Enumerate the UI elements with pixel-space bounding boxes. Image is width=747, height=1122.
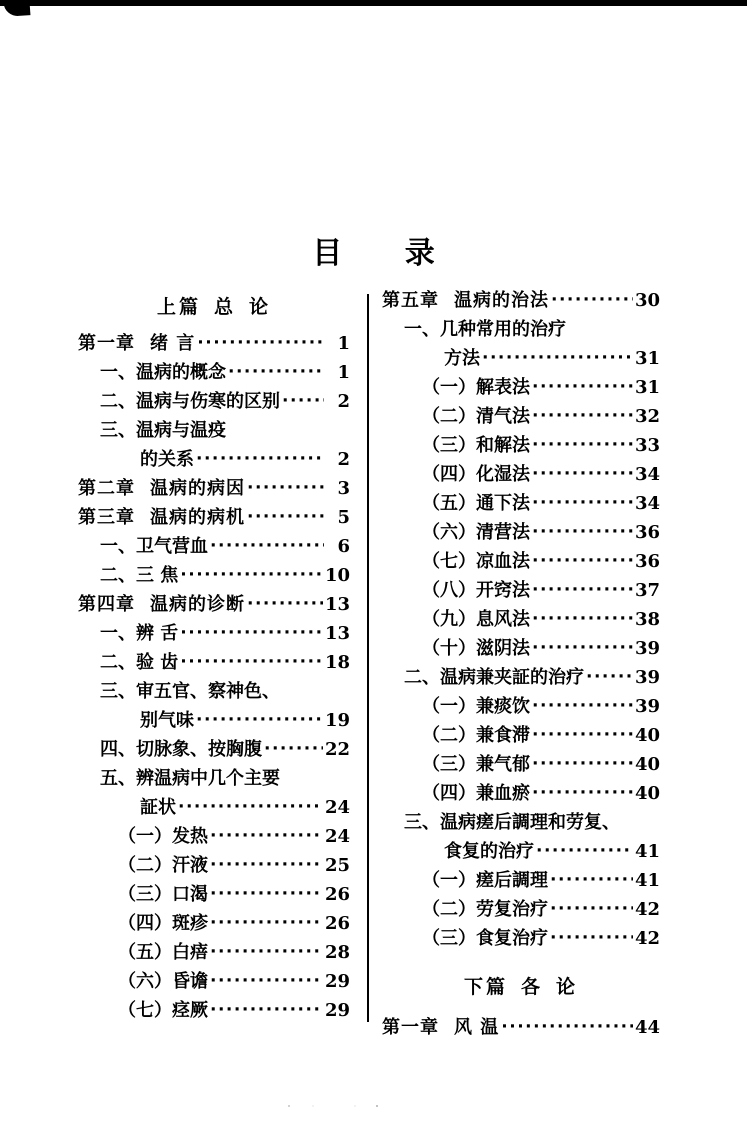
- toc-entry-text: 劳复治疗: [476, 899, 548, 920]
- toc-entry-label: [382, 1019, 499, 1037]
- toc-leader-dots: [551, 292, 633, 309]
- toc-entry-number: 第四章: [78, 594, 135, 615]
- toc-entry-number: 五、: [100, 768, 136, 789]
- toc-column-right: [382, 292, 660, 1048]
- toc-entry-number: （四）: [422, 464, 476, 485]
- toc-page-number: 31: [634, 377, 660, 398]
- toc-leader-dots: [210, 886, 323, 903]
- toc-entry-text: 瘥后調理: [476, 870, 548, 891]
- toc-page-number: 36: [634, 551, 660, 572]
- toc-page-number: 37: [634, 580, 660, 601]
- toc-page-number: 26: [324, 913, 350, 934]
- toc-leader-dots: [532, 640, 633, 657]
- toc-entry-text: 三 焦: [136, 565, 179, 586]
- toc-entry-label: [422, 785, 530, 803]
- toc-entry-label: [118, 857, 208, 875]
- toc-entry[interactable]: [382, 785, 660, 803]
- toc-page-number: 34: [634, 493, 660, 514]
- toc-entry-number: 二、: [404, 667, 440, 688]
- toc-leader-dots: [532, 466, 633, 483]
- toc-leader-dots: [178, 799, 323, 816]
- toc-entry-text: 斑疹: [172, 913, 208, 934]
- toc-page-number: 29: [324, 1000, 350, 1021]
- toc-entry-number: （一）: [422, 377, 476, 398]
- toc-page-number: 3: [337, 478, 350, 499]
- toc-entry-number: 三、: [404, 812, 440, 833]
- toc-entry[interactable]: [382, 727, 660, 745]
- toc-leader-dots: [532, 582, 633, 599]
- toc-page-number: 33: [634, 435, 660, 456]
- toc-entry-label: [422, 437, 530, 455]
- toc-entry[interactable]: [78, 973, 350, 991]
- toc-entry[interactable]: [382, 408, 660, 426]
- toc-entry-number: （一）: [422, 870, 476, 891]
- toc-entry-number: （八）: [422, 580, 476, 601]
- toc-entry[interactable]: [382, 553, 660, 571]
- toc-entry-number: 一、: [100, 623, 136, 644]
- toc-entry-label: [422, 408, 530, 426]
- toc-entry-list-right-top: [382, 292, 660, 948]
- toc-entry[interactable]: [382, 495, 660, 513]
- section-heading-part-c: 论: [556, 976, 579, 998]
- toc-entry-number: 一、: [404, 319, 440, 340]
- toc-entry-number: 四、: [100, 739, 136, 760]
- section-heading-part-c: 论: [249, 296, 272, 318]
- toc-leader-dots: [228, 364, 324, 381]
- toc-entry-label: [118, 973, 208, 991]
- toc-entry-text: 温病瘥后調理和劳复、: [440, 812, 620, 833]
- toc-entry-text: 清气法: [476, 406, 530, 427]
- toc-entry-text: 痉厥: [172, 1000, 208, 1021]
- toc-entry-number: （二）: [422, 406, 476, 427]
- toc-entry[interactable]: [382, 1019, 660, 1037]
- toc-page-number: 29: [324, 971, 350, 992]
- toc-entry-label: [422, 930, 548, 948]
- section-heading-xiapian: [382, 972, 660, 999]
- toc-entry-number: 第二章: [78, 478, 135, 499]
- toc-entry-text: 辨 舌: [136, 623, 179, 644]
- toc-entry-text: 温病的病机: [150, 507, 245, 528]
- toc-entry[interactable]: [382, 321, 660, 339]
- page-title: 目 录: [312, 236, 461, 271]
- toc-entry-number: 三、: [100, 420, 136, 441]
- toc-page-number: 10: [324, 565, 350, 586]
- toc-entry-label: [100, 364, 226, 382]
- toc-entry-text: 清营法: [476, 522, 530, 543]
- toc-page-number: 1: [337, 333, 350, 354]
- toc-entry[interactable]: [78, 567, 350, 585]
- toc-entry-label: [422, 872, 548, 890]
- toc-leader-dots: [532, 727, 633, 744]
- toc-leader-dots: [247, 509, 324, 526]
- toc-entry-label: [422, 582, 530, 600]
- toc-entry[interactable]: [78, 538, 350, 556]
- section-heading-part-b: 各: [520, 976, 543, 998]
- toc-page-number: 39: [634, 638, 660, 659]
- toc-page-number: 44: [634, 1017, 660, 1038]
- toc-leader-dots: [247, 480, 324, 497]
- toc-entry-text: 兼食滞: [476, 725, 530, 746]
- toc-entry-text: 温病兼夹証的治疗: [440, 667, 584, 688]
- toc-entry-number: 第三章: [78, 507, 135, 528]
- toc-leader-dots: [247, 596, 323, 613]
- scan-artifact-corner: [4, 1, 31, 17]
- toc-leader-dots: [532, 698, 633, 715]
- section-heading-part-b: 总: [213, 296, 236, 318]
- toc-entry-text: 辨温病中几个主要: [136, 768, 280, 789]
- toc-entry-label: [100, 393, 280, 411]
- toc-entry-text: 绪 言: [150, 333, 196, 354]
- toc-page-number: 24: [324, 826, 350, 847]
- toc-entry-number: （六）: [422, 522, 476, 543]
- toc-entry-number: （三）: [422, 754, 476, 775]
- toc-entry-text: 兼血瘀: [476, 783, 530, 804]
- toc-entry-label: [422, 466, 530, 484]
- toc-page-number: 24: [324, 797, 350, 818]
- toc-page-number: 26: [324, 884, 350, 905]
- toc-entry-number: （七）: [422, 551, 476, 572]
- toc-page-number: 19: [324, 710, 350, 731]
- toc-entry-label: [78, 509, 245, 527]
- toc-entry-number: 一、: [100, 536, 136, 557]
- toc-entry[interactable]: [78, 828, 350, 846]
- toc-entry-label: [100, 654, 178, 672]
- toc-leader-dots: [532, 785, 633, 802]
- toc-entry-label: [78, 596, 245, 614]
- toc-page-number: 1: [337, 362, 350, 383]
- toc-entry-label: [422, 727, 530, 745]
- toc-entry-label: [444, 843, 534, 861]
- toc-entry[interactable]: [382, 292, 660, 310]
- toc-entry-text: 切脉象、按胸腹: [136, 739, 262, 760]
- toc-entry-text: 通下法: [476, 493, 530, 514]
- toc-entry-text: 滋阴法: [476, 638, 530, 659]
- toc-page-number: 40: [634, 783, 660, 804]
- toc-entry-text: 証状: [140, 797, 176, 818]
- toc-entry-label: [422, 756, 530, 774]
- toc-entry-label: [100, 770, 280, 788]
- toc-leader-dots: [532, 379, 633, 396]
- toc-leader-dots: [180, 567, 323, 584]
- toc-entry[interactable]: [78, 393, 350, 411]
- toc-column-left: [78, 292, 350, 1031]
- toc-entry-number: 第五章: [382, 290, 439, 311]
- toc-page-number: 41: [634, 841, 660, 862]
- toc-entry-label: [422, 495, 530, 513]
- toc-entry-text: 的关系: [140, 449, 194, 470]
- toc-entry-text: 口渴: [172, 884, 208, 905]
- toc-leader-dots: [210, 538, 324, 555]
- toc-leader-dots: [210, 828, 323, 845]
- toc-page-number: 39: [634, 667, 660, 688]
- toc-page-number: 30: [634, 290, 660, 311]
- toc-entry-label: [422, 524, 530, 542]
- toc-entry[interactable]: [78, 480, 350, 498]
- toc-page-number: 5: [337, 507, 350, 528]
- toc-entry[interactable]: [78, 422, 350, 440]
- toc-entry[interactable]: [382, 669, 660, 687]
- toc-entry-text: 审五官、察神色、: [136, 681, 280, 702]
- section-heading-part-a: 上篇: [156, 296, 201, 318]
- toc-page-number: 6: [337, 536, 350, 557]
- toc-leader-dots: [180, 625, 323, 642]
- toc-entry-number: 三、: [100, 681, 136, 702]
- toc-entry-text: 兼气郁: [476, 754, 530, 775]
- toc-entry-text: 解表法: [476, 377, 530, 398]
- toc-page-number: 40: [634, 725, 660, 746]
- toc-entry-text: 白㾦: [172, 942, 208, 963]
- toc-entry-list-left: [78, 335, 350, 1020]
- toc-entry[interactable]: [78, 915, 350, 933]
- toc-leader-dots: [282, 393, 324, 410]
- toc-entry-label: [140, 799, 176, 817]
- toc-entry-label: [140, 451, 194, 469]
- toc-entry-label: [422, 611, 530, 629]
- toc-entry-text: 验 齿: [136, 652, 179, 673]
- toc-entry[interactable]: [78, 364, 350, 382]
- toc-entry-number: （四）: [422, 783, 476, 804]
- toc-entry-number: （三）: [422, 928, 476, 949]
- toc-entry-label: [100, 422, 226, 440]
- toc-entry[interactable]: [382, 872, 660, 890]
- toc-entry-number: 第一章: [78, 333, 135, 354]
- toc-entry[interactable]: [382, 843, 660, 861]
- toc-entry-text: 汗液: [172, 855, 208, 876]
- toc-leader-dots: [532, 553, 633, 570]
- toc-entry-label: [118, 886, 208, 904]
- toc-entry-label: [422, 640, 530, 658]
- toc-page-number: 42: [634, 899, 660, 920]
- toc-page-number: 13: [324, 623, 350, 644]
- toc-entry[interactable]: [382, 901, 660, 919]
- toc-entry-label: [404, 321, 566, 339]
- toc-page-number: 25: [324, 855, 350, 876]
- toc-entry-list-right-bottom: [382, 1019, 660, 1037]
- toc-page-number: 34: [634, 464, 660, 485]
- toc-entry-number: （四）: [118, 913, 172, 934]
- toc-page-number: 22: [324, 739, 350, 760]
- toc-leader-dots: [550, 901, 633, 918]
- toc-entry-label: [100, 683, 280, 701]
- toc-entry-label: [444, 350, 480, 368]
- toc-entry-text: 温病的概念: [136, 362, 226, 383]
- toc-entry[interactable]: [382, 814, 660, 832]
- toc-entry-label: [100, 538, 208, 556]
- toc-entry[interactable]: [78, 509, 350, 527]
- toc-entry[interactable]: [382, 756, 660, 774]
- toc-entry[interactable]: [382, 611, 660, 629]
- toc-leader-dots: [210, 944, 323, 961]
- toc-entry-number: （九）: [422, 609, 476, 630]
- toc-entry-number: （五）: [118, 942, 172, 963]
- toc-entry-number: 二、: [100, 565, 136, 586]
- toc-entry-number: （五）: [422, 493, 476, 514]
- toc-page-number: 42: [634, 928, 660, 949]
- toc-entry-number: （三）: [118, 884, 172, 905]
- toc-leader-dots: [532, 408, 633, 425]
- toc-entry-text: 温病的病因: [150, 478, 245, 499]
- toc-entry-number: （二）: [422, 899, 476, 920]
- toc-entry[interactable]: [382, 466, 660, 484]
- toc-leader-dots: [197, 335, 324, 352]
- toc-entry-number: （七）: [118, 1000, 172, 1021]
- toc-entry[interactable]: [382, 640, 660, 658]
- toc-entry-number: （六）: [118, 971, 172, 992]
- toc-page-number: 2: [337, 449, 350, 470]
- toc-entry-text: 开窍法: [476, 580, 530, 601]
- toc-entry-number: 二、: [100, 652, 136, 673]
- toc-leader-dots: [532, 495, 633, 512]
- toc-entry-label: [422, 553, 530, 571]
- toc-entry-text: 息风法: [476, 609, 530, 630]
- toc-entry-text: 和解法: [476, 435, 530, 456]
- scan-artifact-specks: [285, 1104, 405, 1109]
- toc-leader-dots: [586, 669, 633, 686]
- toc-entry-label: [118, 915, 208, 933]
- toc-entry[interactable]: [382, 437, 660, 455]
- toc-entry-text: 温病的治法: [454, 290, 549, 311]
- toc-entry[interactable]: [382, 350, 660, 368]
- toc-entry-label: [140, 712, 194, 730]
- toc-page-number: 28: [324, 942, 350, 963]
- toc-leader-dots: [196, 712, 323, 729]
- toc-entry-number: 二、: [100, 391, 136, 412]
- toc-entry[interactable]: [78, 335, 350, 353]
- toc-entry[interactable]: [78, 741, 350, 759]
- toc-entry-text: 温病与温疫: [136, 420, 226, 441]
- toc-entry[interactable]: [78, 857, 350, 875]
- toc-entry[interactable]: [78, 654, 350, 672]
- toc-entry-text: 别气味: [140, 710, 194, 731]
- toc-entry-label: [422, 379, 530, 397]
- toc-entry[interactable]: [78, 683, 350, 701]
- toc-entry-label: [118, 828, 208, 846]
- toc-entry-label: [404, 814, 620, 832]
- toc-entry-number: （二）: [422, 725, 476, 746]
- toc-entry-text: 食复的治疗: [444, 841, 534, 862]
- toc-entry-text: 凉血法: [476, 551, 530, 572]
- toc-entry-label: [78, 335, 195, 353]
- toc-entry[interactable]: [382, 524, 660, 542]
- toc-entry[interactable]: [382, 582, 660, 600]
- toc-entry-label: [78, 480, 245, 498]
- toc-entry-text: 温病的诊断: [150, 594, 245, 615]
- section-heading-part-a: 下篇: [463, 976, 508, 998]
- column-divider: [367, 294, 369, 1022]
- toc-leader-dots: [210, 973, 323, 990]
- toc-leader-dots: [210, 915, 323, 932]
- section-heading-shangpian: [78, 292, 350, 319]
- toc-leader-dots: [532, 437, 633, 454]
- toc-entry[interactable]: [78, 944, 350, 962]
- toc-entry-number: （一）: [118, 826, 172, 847]
- toc-leader-dots: [532, 611, 633, 628]
- toc-page-number: 18: [324, 652, 350, 673]
- toc-page-number: 2: [337, 391, 350, 412]
- toc-entry[interactable]: [382, 930, 660, 948]
- toc-leader-dots: [180, 654, 323, 671]
- toc-leader-dots: [501, 1019, 633, 1036]
- toc-leader-dots: [550, 872, 633, 889]
- toc-entry-label: [422, 901, 548, 919]
- toc-entry-label: [100, 741, 262, 759]
- toc-entry[interactable]: [78, 770, 350, 788]
- toc-entry[interactable]: [78, 1002, 350, 1020]
- toc-leader-dots: [532, 524, 633, 541]
- toc-entry[interactable]: [78, 596, 350, 614]
- toc-entry-label: [422, 698, 530, 716]
- toc-entry-label: [100, 567, 178, 585]
- toc-entry-label: [404, 669, 584, 687]
- toc-entry-number: （一）: [422, 696, 476, 717]
- toc-entry[interactable]: [78, 886, 350, 904]
- toc-entry-text: 温病与伤寒的区别: [136, 391, 280, 412]
- toc-entry-text: 昏谵: [172, 971, 208, 992]
- toc-page-number: 39: [634, 696, 660, 717]
- toc-entry-number: 一、: [100, 362, 136, 383]
- toc-entry-text: 方法: [444, 348, 480, 369]
- toc-entry-number: 第一章: [382, 1017, 439, 1038]
- toc-leader-dots: [210, 857, 323, 874]
- toc-entry-number: （二）: [118, 855, 172, 876]
- toc-entry[interactable]: [382, 379, 660, 397]
- toc-entry-text: 发热: [172, 826, 208, 847]
- toc-entry-text: 食复治疗: [476, 928, 548, 949]
- toc-entry-text: 几种常用的治疗: [440, 319, 566, 340]
- toc-entry[interactable]: [78, 799, 350, 817]
- toc-entry-text: 化湿法: [476, 464, 530, 485]
- scan-artifact-top-edge: [0, 0, 747, 6]
- toc-page-number: 36: [634, 522, 660, 543]
- toc-leader-dots: [196, 451, 324, 468]
- toc-page-number: 13: [324, 594, 350, 615]
- toc-page-number: 32: [634, 406, 660, 427]
- toc-entry[interactable]: [78, 625, 350, 643]
- toc-entry-text: 卫气营血: [136, 536, 208, 557]
- toc-page-number: 31: [634, 348, 660, 369]
- toc-leader-dots: [536, 843, 633, 860]
- toc-entry-label: [382, 292, 549, 310]
- toc-entry-label: [118, 944, 208, 962]
- toc-entry[interactable]: [78, 451, 350, 469]
- toc-entry-number: （三）: [422, 435, 476, 456]
- toc-leader-dots: [210, 1002, 323, 1019]
- toc-leader-dots: [482, 350, 633, 367]
- toc-entry-label: [100, 625, 178, 643]
- toc-entry-text: 兼痰饮: [476, 696, 530, 717]
- toc-entry-text: 风 温: [454, 1017, 500, 1038]
- toc-entry-label: [118, 1002, 208, 1020]
- toc-entry[interactable]: [382, 698, 660, 716]
- toc-page-number: 41: [634, 870, 660, 891]
- toc-entry[interactable]: [78, 712, 350, 730]
- toc-page-number: 40: [634, 754, 660, 775]
- toc-leader-dots: [532, 756, 633, 773]
- toc-leader-dots: [550, 930, 633, 947]
- toc-page-number: 38: [634, 609, 660, 630]
- toc-leader-dots: [264, 741, 323, 758]
- toc-entry-number: （十）: [422, 638, 476, 659]
